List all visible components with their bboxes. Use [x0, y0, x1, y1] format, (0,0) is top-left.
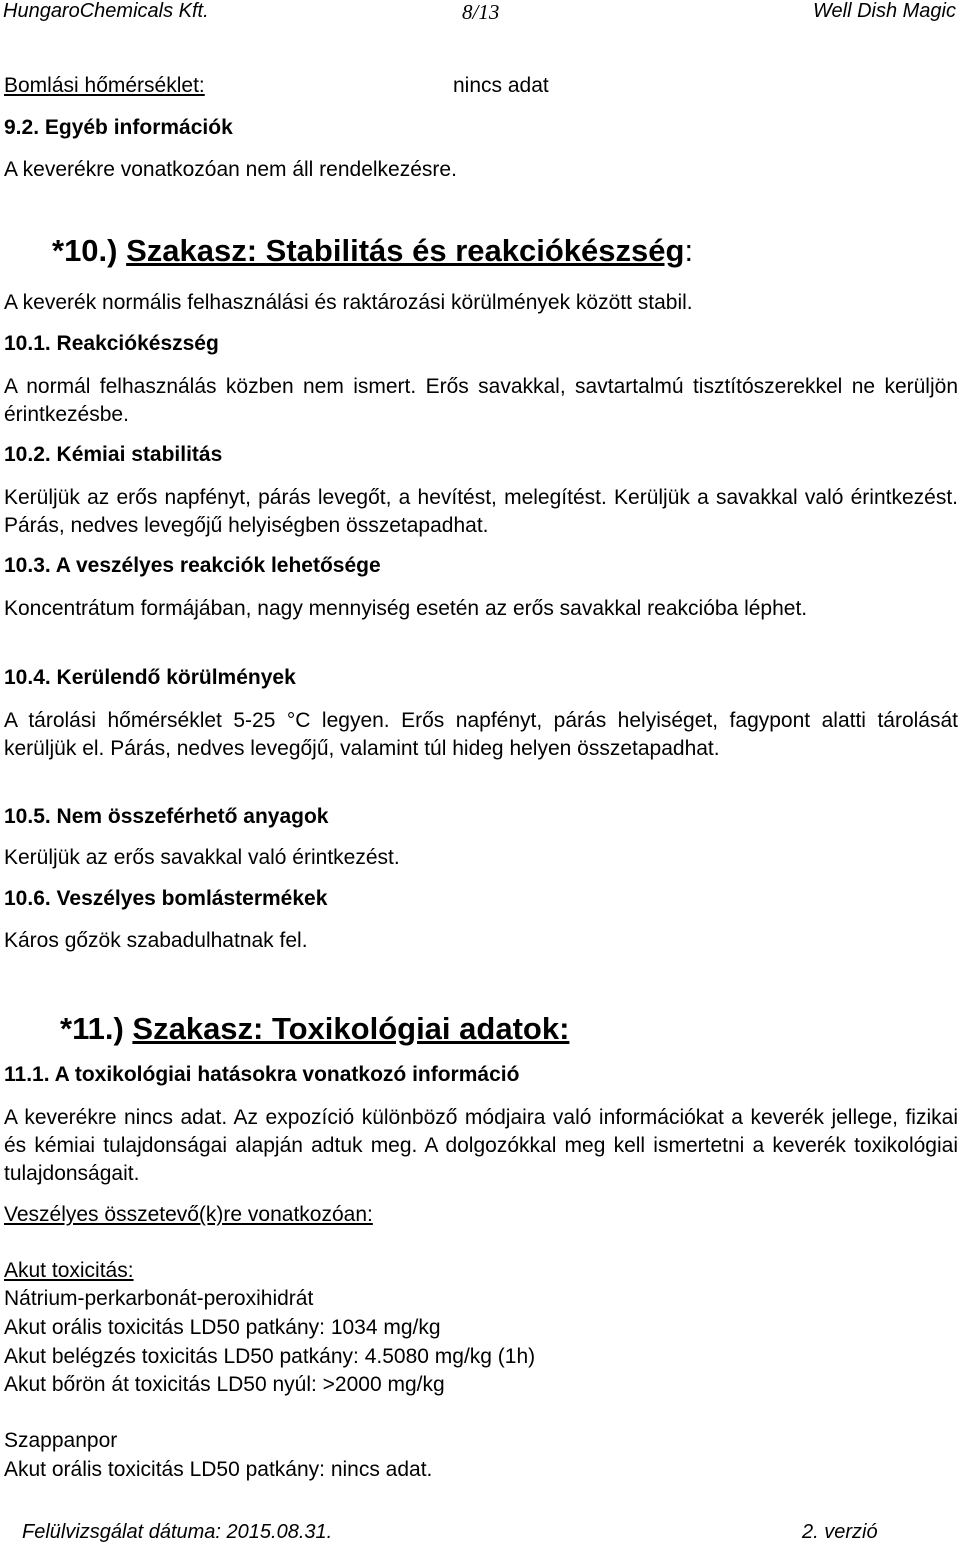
decomposition-label: Bomlási hőmérséklet:: [4, 74, 205, 97]
para-10-6: Káros gőzök szabadulhatnak fel.: [4, 929, 308, 952]
hazardous-components-heading: Veszélyes összetevő(k)re vonatkozóan:: [4, 1203, 373, 1226]
acute-toxicity-heading: Akut toxicitás:: [4, 1259, 134, 1282]
substance-1-dermal: Akut bőrön át toxicitás LD50 nyúl: >2000 mg/kg: [4, 1373, 445, 1396]
heading-10-4: 10.4. Kerülendő körülmények: [4, 666, 296, 689]
footer-revision-date: Felülvizsgálat dátuma: 2015.08.31.: [22, 1521, 333, 1543]
substance-2-oral: Akut orális toxicitás LD50 patkány: nincs adat.: [4, 1458, 433, 1481]
substance-1-inhalation: Akut belégzés toxicitás LD50 patkány: 4.5080 mg/kg (1h): [4, 1345, 536, 1368]
para-9-2: A keverékre vonatkozóan nem áll rendelkezésre.: [4, 158, 457, 181]
para-10-5: Kerüljük az erős savakkal való érintkezést.: [4, 846, 400, 869]
substance-1-name: Nátrium-perkarbonát-peroxihidrát: [4, 1287, 314, 1310]
heading-10-6: 10.6. Veszélyes bomlástermékek: [4, 887, 328, 910]
substance-1-oral: Akut orális toxicitás LD50 patkány: 1034 mg/kg: [4, 1316, 441, 1339]
heading-10-2: 10.2. Kémiai stabilitás: [4, 443, 223, 466]
section-11-title: *11.) Szakasz: Toxikológiai adatok:: [60, 1011, 570, 1046]
heading-11-1: 11.1. A toxikológiai hatásokra vonatkozó információ: [4, 1063, 520, 1086]
decomposition-value: nincs adat: [453, 74, 549, 97]
header-page-number: 8/13: [462, 0, 500, 24]
section-10-title: *10.) Szakasz: Stabilitás és reakciókészség:: [52, 233, 694, 268]
heading-10-5: 10.5. Nem összeférhető anyagok: [4, 805, 329, 828]
footer-version: 2. verzió: [802, 1521, 878, 1543]
heading-10-3: 10.3. A veszélyes reakciók lehetősége: [4, 554, 381, 577]
para-10-1: A normál felhasználás közben nem ismert. Erős savakkal, savtartalmú tisztítószerekkel ne kerüljön érintkezésbe.: [4, 375, 958, 426]
para-10-3: Koncentrátum formájában, nagy mennyiség esetén az erős savakkal reakcióba léphet.: [4, 597, 808, 620]
substance-2-name: Szappanpor: [4, 1429, 118, 1452]
heading-9-2: 9.2. Egyéb információk: [4, 116, 233, 139]
header-product: Well Dish Magic: [813, 0, 956, 22]
para-10-4: A tárolási hőmérséklet 5-25 °C legyen. Erős napfényt, párás helyiséget, fagypont alatti tárolását kerüljük el. Párás, nedves levegőjű, valamint túl hideg helyen összetapadhat.: [4, 709, 958, 760]
para-11-1: A keverékre nincs adat. Az expozíció különböző módjaira való információkat a keverék jellege, fizikai és kémiai tulajdonságai alapján adtuk meg. A dolgozókkal meg kell ismertetni a keverék toxikológiai tulajdonságait.: [4, 1106, 958, 1185]
header-company: HungaroChemicals Kft.: [3, 0, 209, 22]
heading-10-1: 10.1. Reakciókészség: [4, 332, 219, 355]
section-10-intro: A keverék normális felhasználási és raktározási körülmények között stabil.: [4, 291, 693, 314]
para-10-2: Kerüljük az erős napfényt, párás levegőt, a hevítést, melegítést. Kerüljük a savakkal való érintkezést. Párás, nedves levegőjű helyiségben összetapadhat.: [4, 486, 958, 537]
